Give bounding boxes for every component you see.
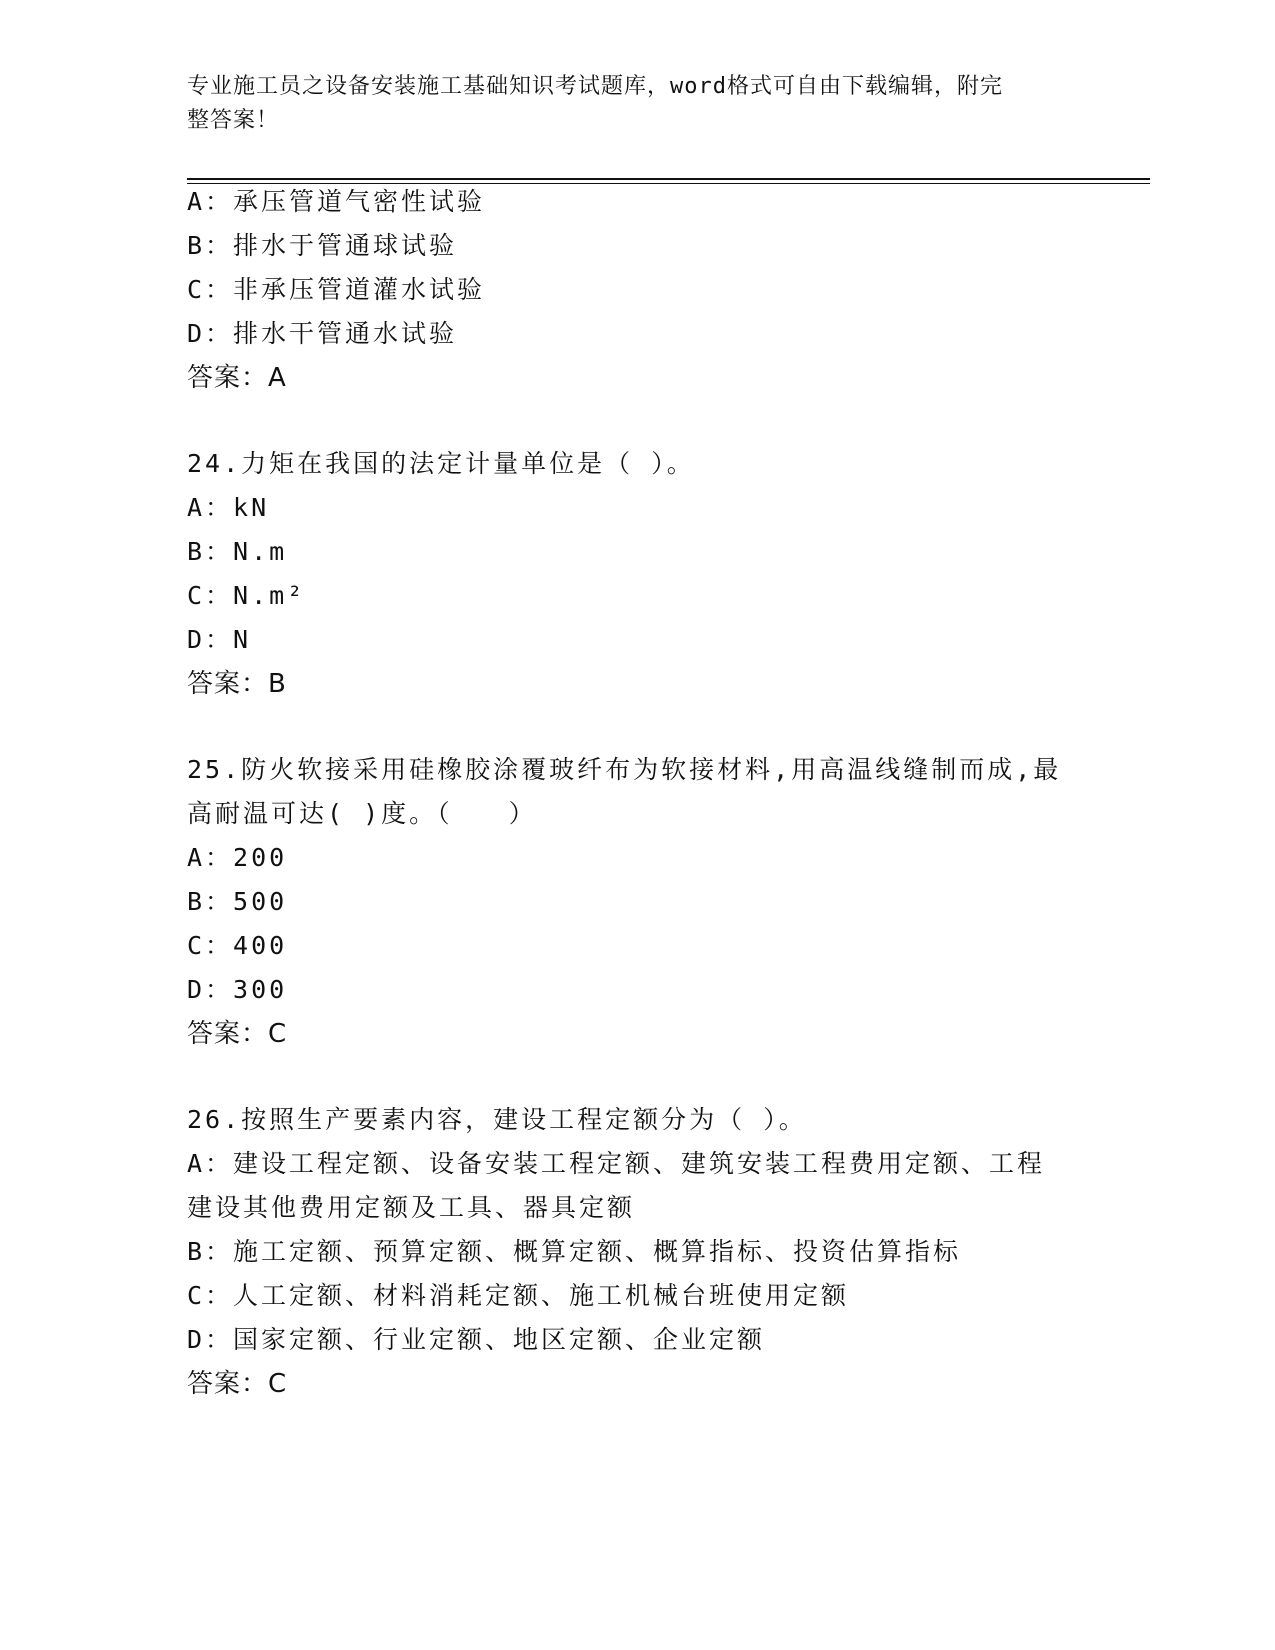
q23-answer: 答案：A (187, 363, 287, 393)
q26-answer: 答案：C (187, 1369, 288, 1399)
q24-answer: 答案：B (187, 669, 287, 699)
q25-option-b: B：500 (187, 887, 288, 916)
q25-option-d: D：300 (187, 975, 288, 1004)
header-line-2: 整答案！ (187, 108, 280, 133)
q25-option-a: A：200 (187, 843, 288, 872)
q24-option-d: D：N (187, 625, 252, 654)
q23-option-d: D：排水干管通水试验 (187, 319, 458, 348)
q26-option-b: B：施工定额、预算定额、概算定额、概算指标、投资估算指标 (187, 1237, 962, 1266)
q25-question-line-1: 25.防火软接采用硅橡胶涂覆玻纤布为软接材料,用高温线缝制而成,最 (187, 755, 1062, 784)
header-line-1: 专业施工员之设备安装施工基础知识考试题库，word格式可自由下载编辑，附完 (187, 74, 1003, 99)
document-header (187, 70, 1067, 138)
q26-option-a-line-2: 建设其他费用定额及工具、器具定额 (187, 1193, 636, 1222)
q26-option-a-line-1: A：建设工程定额、设备安装工程定额、建筑安装工程费用定额、工程 (187, 1149, 1046, 1178)
header-divider-thick (187, 178, 1150, 180)
q24-question: 24.力矩在我国的法定计量单位是（ ）。 (187, 449, 695, 478)
q25-option-c: C：400 (187, 931, 288, 960)
q23-option-b: B：排水于管通球试验 (187, 231, 458, 260)
q24-option-b: B：N.m (187, 537, 288, 566)
q25-answer: 答案：C (187, 1019, 288, 1049)
q23-option-c: C：非承压管道灌水试验 (187, 275, 486, 304)
q24-option-c: C：N.m² (187, 581, 306, 610)
q25-question-line-2: 高耐温可达( )度。（ ） (187, 799, 537, 828)
q26-option-c: C：人工定额、材料消耗定额、施工机械台班使用定额 (187, 1281, 850, 1310)
q23-option-a: A：承压管道气密性试验 (187, 187, 486, 216)
q26-option-d: D：国家定额、行业定额、地区定额、企业定额 (187, 1325, 766, 1354)
q26-question: 26.按照生产要素内容，建设工程定额分为（ ）。 (187, 1105, 807, 1134)
q24-option-a: A：kN (187, 493, 270, 522)
